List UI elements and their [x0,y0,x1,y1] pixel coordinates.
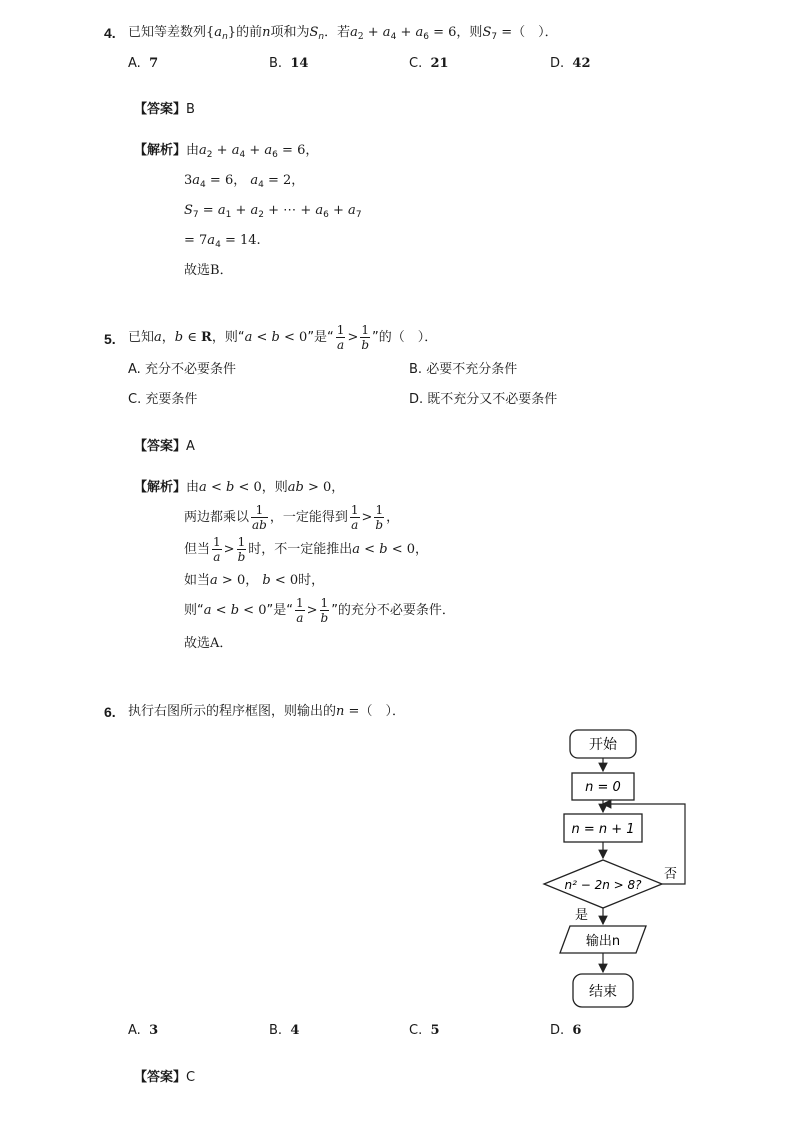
question-stem: 已知等差数列$\{a_n\}$的前n项和为$S_n$．若$a_2 + a_4 + a_6 = 6$，则$S_7$ =（ ）． [128,25,558,42]
option-d: D. 42 [550,56,591,71]
flow-start-text: 开始 [589,737,617,753]
conclusion-line: 故选A． [184,636,233,651]
option-a: A. 7 [128,56,159,71]
analysis-line-2: $3a_4 = 6$， $a_4 = 2$， [184,173,305,190]
option-a: A. 3 [128,1023,159,1038]
flow-update-text: n = n + 1 [571,822,635,837]
analysis-line-4: 如当a > 0， b < 0时， [184,573,325,588]
question-stem: 执行右图所示的程序框图，则输出的n =（ ）． [128,704,405,719]
conclusion-line: 故选B． [184,263,233,278]
option-b: B. 必要不充分条件 [409,362,518,377]
answer-line: 【答案】B [134,102,195,117]
option-d: D. 6 [550,1023,582,1038]
flow-condition-text: n² − 2n > 8? [564,878,642,892]
analysis-line-4: = $7a_4 = 14$. [184,233,261,250]
flow-init-text: n = 0 [585,780,621,795]
answer-line: 【答案】C [134,1070,196,1085]
option-d: D. 既不充分又不必要条件 [409,392,558,407]
answer-line: 【答案】A [134,439,195,454]
analysis-line-3: 但当 $\frac{1}{a}$ > $\frac{1}{b}$ 时，不一定能推出a < b < 0， [184,535,428,564]
flowchart [540,725,700,1024]
flow-output-text: 输出n [585,934,621,949]
question-stem: 已知a，b ∈ R，则“a < b < 0”是“ $\frac{1}{a}$ > $\frac{1}{b}$ ”的（ ）． [128,323,438,352]
question-number: 4. [104,25,116,41]
flow-yes-label: 是 [575,908,589,923]
flow-end-text: 结束 [589,984,617,1000]
analysis-line-1: 【解析】由a < b < 0，则ab > 0， [134,480,345,495]
option-a: A. 充分不必要条件 [128,362,236,377]
flow-no-label: 否 [664,867,678,882]
question-number: 5. [104,331,116,347]
analysis-line-1: 【解析】由$a_2 + a_4 + a_6 = 6$， [134,143,319,160]
option-b: B. 14 [269,56,309,71]
question-number: 6. [104,704,116,720]
option-c: C. 5 [409,1023,440,1038]
analysis-line-5: 则“a < b < 0”是“ $\frac{1}{a}$ > $\frac{1}{b}$ ”的充分不必要条件． [184,596,455,625]
analysis-line-3: $S_7 = a_1 + a_2$ + ⋯ + $a_6 + a_7$ [184,203,362,220]
analysis-line-2: 两边都乘以 $\frac{1}{ab}$ ，一定能得到 $\frac{1}{a}$ > $\frac{1}{b}$ ， [184,503,400,532]
option-c: C. 21 [409,56,449,71]
option-c: C. 充要条件 [128,392,198,407]
option-b: B. 4 [269,1023,300,1038]
